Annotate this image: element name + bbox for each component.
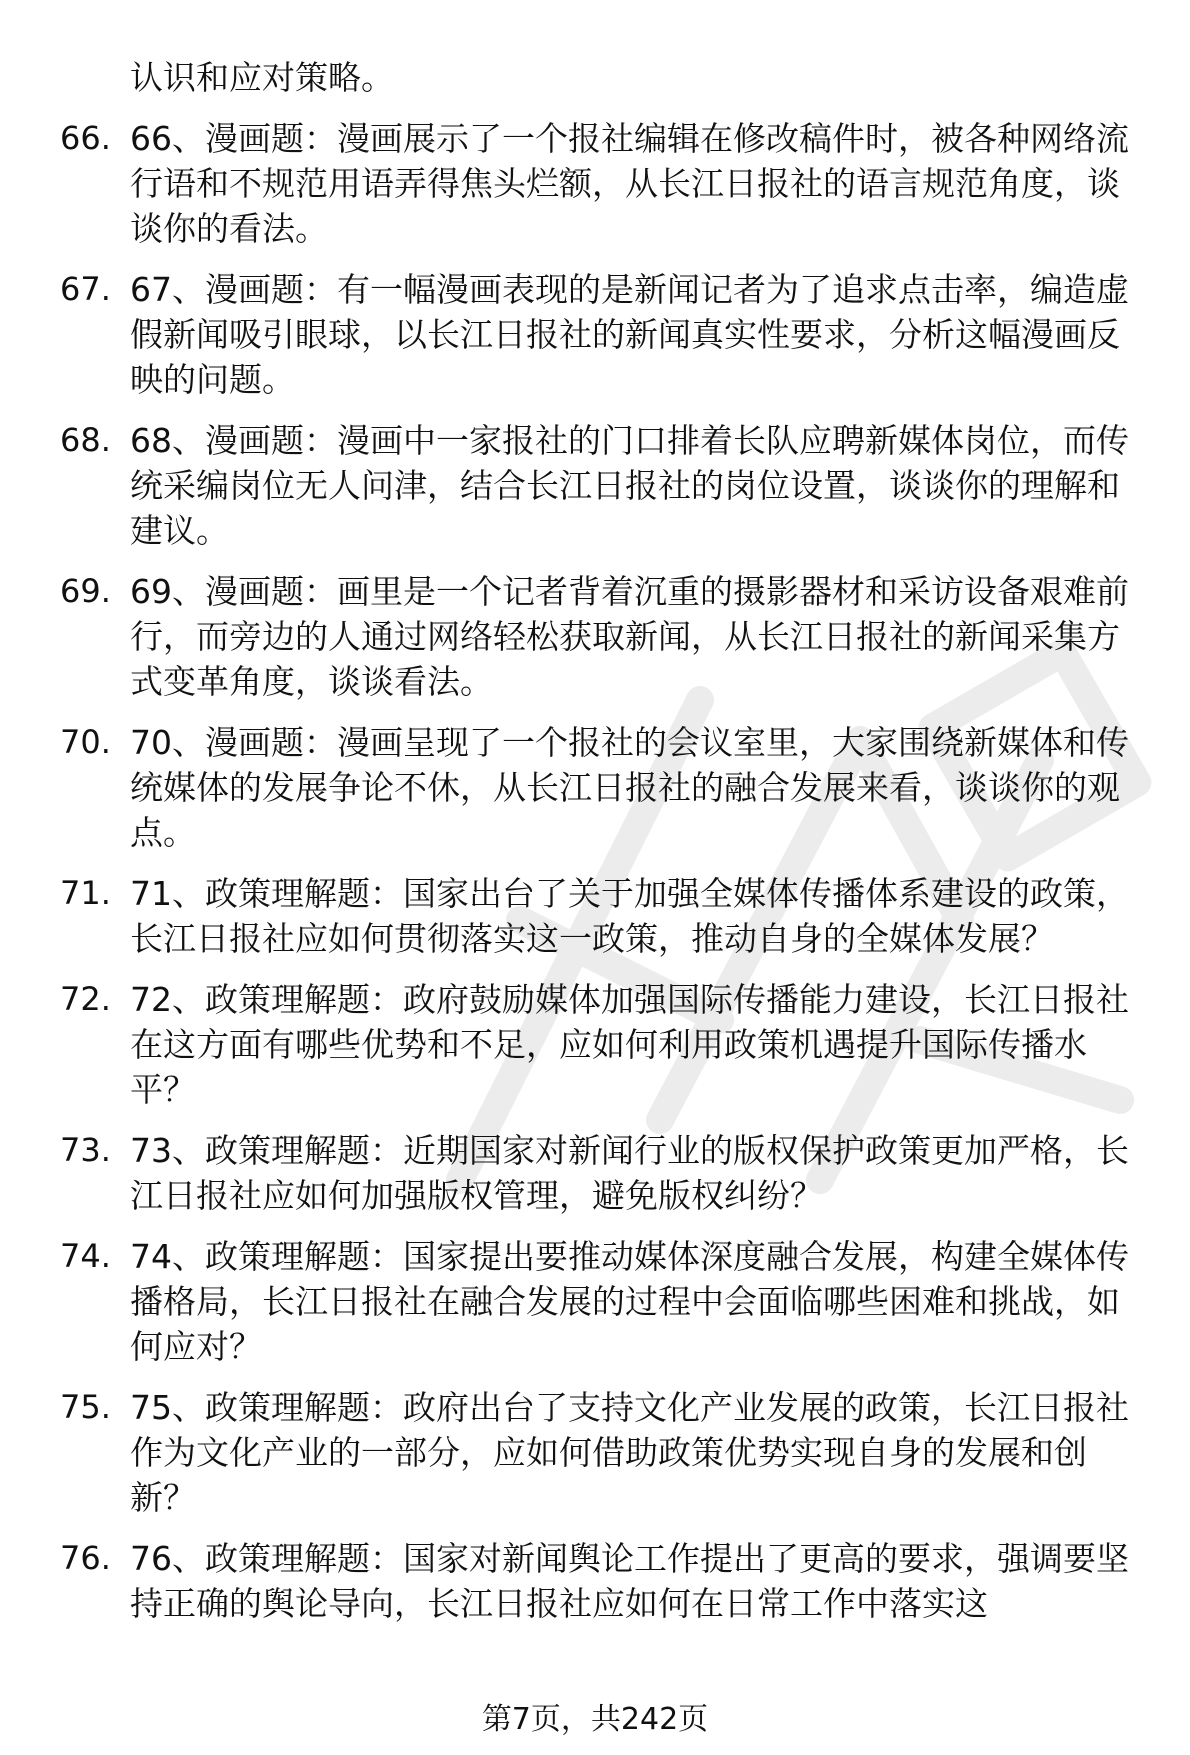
question-number: 72. <box>60 980 111 1018</box>
question-text: 70、漫画题：漫画呈现了一个报社的会议室里，大家围绕新媒体和传统媒体的发展争论不休，从长江日报社的融合发展来看，谈谈你的观点。 <box>130 723 1129 852</box>
question-item <box>60 1234 1150 1369</box>
question-number: 75. <box>60 1388 111 1426</box>
question-text: 67、漫画题：有一幅漫画表现的是新闻记者为了追求点击率，编造虚假新闻吸引眼球，以长江日报社的新闻真实性要求，分析这幅漫画反映的问题。 <box>130 270 1129 399</box>
question-item <box>60 1385 1150 1520</box>
question-number: 76. <box>60 1539 111 1577</box>
question-text: 68、漫画题：漫画中一家报社的门口排着长队应聘新媒体岗位，而传统采编岗位无人问津，结合长江日报社的岗位设置，谈谈你的理解和建议。 <box>130 421 1129 550</box>
question-text: 69、漫画题：画里是一个记者背着沉重的摄影器材和采访设备艰难前行，而旁边的人通过网络轻松获取新闻，从长江日报社的新闻采集方式变革角度，谈谈看法。 <box>130 572 1129 701</box>
question-number: 70. <box>60 723 111 761</box>
question-number: 74. <box>60 1237 111 1275</box>
question-item <box>60 116 1150 251</box>
question-list <box>60 116 1150 1626</box>
page-number-footer: 第7页，共242页 <box>481 1702 709 1737</box>
question-item <box>60 871 1150 961</box>
question-item <box>60 1128 1150 1218</box>
question-item <box>60 418 1150 553</box>
question-item <box>60 977 1150 1112</box>
question-item <box>60 1536 1150 1626</box>
question-number: 66. <box>60 119 111 157</box>
question-text: 76、政策理解题：国家对新闻舆论工作提出了更高的要求，强调要坚持正确的舆论导向，长江日报社应如何在日常工作中落实这 <box>130 1539 1129 1623</box>
question-number: 67. <box>60 270 111 308</box>
question-text: 71、政策理解题：国家出台了关于加强全媒体传播体系建设的政策，长江日报社应如何贯彻落实这一政策，推动自身的全媒体发展？ <box>130 874 1129 958</box>
question-text: 72、政策理解题：政府鼓励媒体加强国际传播能力建设，长江日报社在这方面有哪些优势和不足，应如何利用政策机遇提升国际传播水平？ <box>130 980 1129 1109</box>
question-text: 66、漫画题：漫画展示了一个报社编辑在修改稿件时，被各种网络流行语和不规范用语弄得焦头烂额，从长江日报社的语言规范角度，谈谈你的看法。 <box>130 119 1129 248</box>
question-number: 69. <box>60 572 111 610</box>
question-item <box>60 720 1150 855</box>
question-content <box>60 55 1150 1642</box>
question-number: 73. <box>60 1131 111 1169</box>
question-item <box>60 569 1150 704</box>
question-item <box>60 267 1150 402</box>
question-text: 75、政策理解题：政府出台了支持文化产业发展的政策，长江日报社作为文化产业的一部分，应如何借助政策优势实现自身的发展和创新？ <box>130 1388 1129 1517</box>
continuation-text: 认识和应对策略。 <box>130 58 394 97</box>
question-text: 73、政策理解题：近期国家对新闻行业的版权保护政策更加严格，长江日报社应如何加强版权管理，避免版权纠纷？ <box>130 1131 1129 1215</box>
question-number: 68. <box>60 421 111 459</box>
question-text: 74、政策理解题：国家提出要推动媒体深度融合发展，构建全媒体传播格局，长江日报社在融合发展的过程中会面临哪些困难和挑战，如何应对？ <box>130 1237 1129 1366</box>
question-number: 71. <box>60 874 111 912</box>
